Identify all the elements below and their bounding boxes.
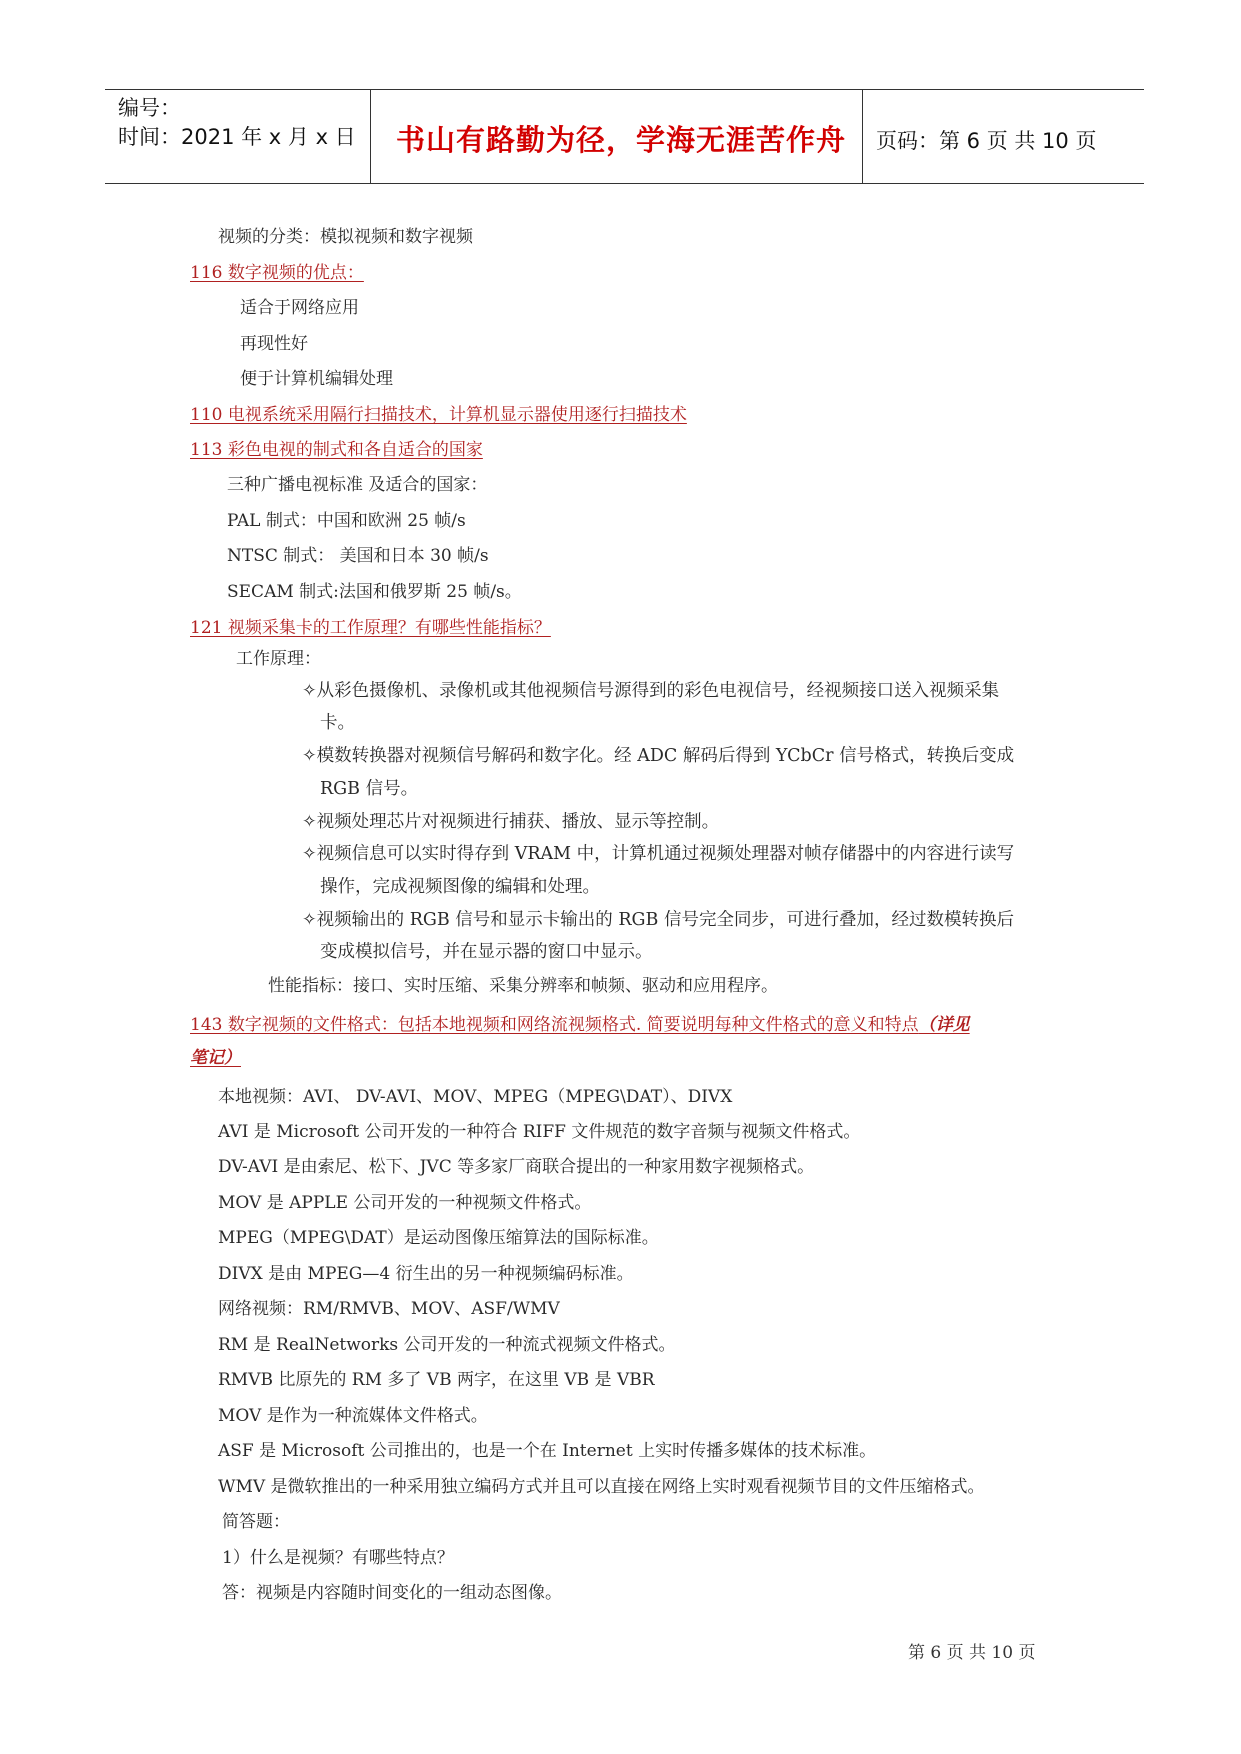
bullet-item-continued: RGB 信号。	[320, 779, 419, 799]
heading-121: 121 视频采集卡的工作原理？有哪些性能指标？	[190, 618, 551, 638]
list-item: 适合于网络应用	[240, 298, 359, 318]
header-page-info: 页码：第 6 页 共 10 页	[876, 129, 1097, 153]
document-date: 时间：2021 年 x 月 x 日	[118, 125, 356, 149]
document-number-label: 编号：	[118, 96, 181, 120]
header-motto: 书山有路勤为径，学海无涯苦作舟	[396, 123, 847, 157]
heading-143-note-end: 笔记）	[190, 1048, 241, 1068]
working-principle-label: 工作原理：	[236, 649, 321, 669]
header-divider-right	[862, 89, 863, 184]
bullet-item: ✧从彩色摄像机、录像机或其他视频信号源得到的彩色电视信号，经视频接口送入视频采集	[302, 681, 1000, 701]
list-item: SECAM 制式:法国和俄罗斯 25 帧/s。	[227, 582, 522, 602]
heading-143-continued	[190, 1043, 241, 1068]
page-footer: 第 6 页 共 10 页	[908, 1643, 1036, 1663]
header-bottom-rule	[105, 183, 1144, 184]
heading-143	[190, 1010, 970, 1035]
bullet-item-continued: 操作，完成视频图像的编辑和处理。	[320, 877, 600, 897]
bullet-item: ✧模数转换器对视频信号解码和数字化。经 ADC 解码后得到 YCbCr 信号格式，转换后变成	[302, 746, 1015, 766]
local-video-formats: 本地视频：AVI、 DV-AVI、MOV、MPEG（MPEG\DAT）、DIVX	[218, 1087, 733, 1107]
network-video-formats: 网络视频：RM/RMVB、MOV、ASF/WMV	[218, 1299, 560, 1319]
format-description: WMV 是微软推出的一种采用独立编码方式并且可以直接在网络上实时观看视频节目的文件压缩格式。	[218, 1477, 985, 1497]
list-item: 再现性好	[240, 334, 308, 354]
heading-110: 110 电视系统采用隔行扫描技术，计算机显示器使用逐行扫描技术	[190, 405, 687, 425]
bullet-item: ✧视频信息可以实时得存到 VRAM 中，计算机通过视频处理器对帧存储器中的内容进行读写	[302, 844, 1015, 864]
heading-113: 113 彩色电视的制式和各自适合的国家	[190, 440, 483, 460]
list-item: NTSC 制式： 美国和日本 30 帧/s	[227, 546, 489, 566]
bullet-item-continued: 卡。	[320, 713, 355, 733]
bullet-item: ✧视频输出的 RGB 信号和显示卡输出的 RGB 信号完全同步，可进行叠加，经过数模转换后	[302, 910, 1014, 930]
format-description: AVI 是 Microsoft 公司开发的一种符合 RIFF 文件规范的数字音频与视频文件格式。	[218, 1122, 861, 1142]
video-classification: 视频的分类：模拟视频和数字视频	[218, 227, 473, 247]
answer: 答：视频是内容随时间变化的一组动态图像。	[222, 1583, 562, 1603]
format-description: ASF 是 Microsoft 公司推出的，也是一个在 Internet 上实时传播多媒体的技术标准。	[218, 1441, 877, 1461]
header-divider-left	[370, 89, 371, 184]
format-description: MOV 是 APPLE 公司开发的一种视频文件格式。	[218, 1193, 592, 1213]
list-item: 三种广播电视标准 及适合的国家：	[227, 475, 488, 495]
heading-143-text: 143 数字视频的文件格式：包括本地视频和网络流视频格式. 简要说明每种文件格式的意义和特点	[190, 1015, 919, 1035]
bullet-item-continued: 变成模拟信号，并在显示器的窗口中显示。	[320, 942, 653, 962]
format-description: DV-AVI 是由索尼、松下、JVC 等多家厂商联合提出的一种家用数字视频格式。	[218, 1157, 815, 1177]
heading-143-note: （详见	[918, 1015, 970, 1035]
format-description: RM 是 RealNetworks 公司开发的一种流式视频文件格式。	[218, 1335, 676, 1355]
list-item: PAL 制式：中国和欧洲 25 帧/s	[227, 511, 466, 531]
format-description: DIVX 是由 MPEG—4 衍生出的另一种视频编码标准。	[218, 1264, 634, 1284]
list-item: 便于计算机编辑处理	[240, 369, 393, 389]
format-description: MPEG（MPEG\DAT）是运动图像压缩算法的国际标准。	[218, 1228, 659, 1248]
format-description: RMVB 比原先的 RM 多了 VB 两字，在这里 VB 是 VBR	[218, 1370, 655, 1390]
performance-indicators: 性能指标：接口、实时压缩、采集分辨率和帧频、驱动和应用程序。	[268, 976, 778, 996]
heading-116: 116 数字视频的优点：	[190, 263, 364, 283]
format-description: MOV 是作为一种流媒体文件格式。	[218, 1406, 488, 1426]
bullet-item: ✧视频处理芯片对视频进行捕获、播放、显示等控制。	[302, 812, 720, 832]
header-top-rule	[105, 89, 1144, 90]
short-answer-label: 简答题：	[222, 1512, 290, 1532]
question: 1）什么是视频？有哪些特点？	[222, 1548, 454, 1568]
